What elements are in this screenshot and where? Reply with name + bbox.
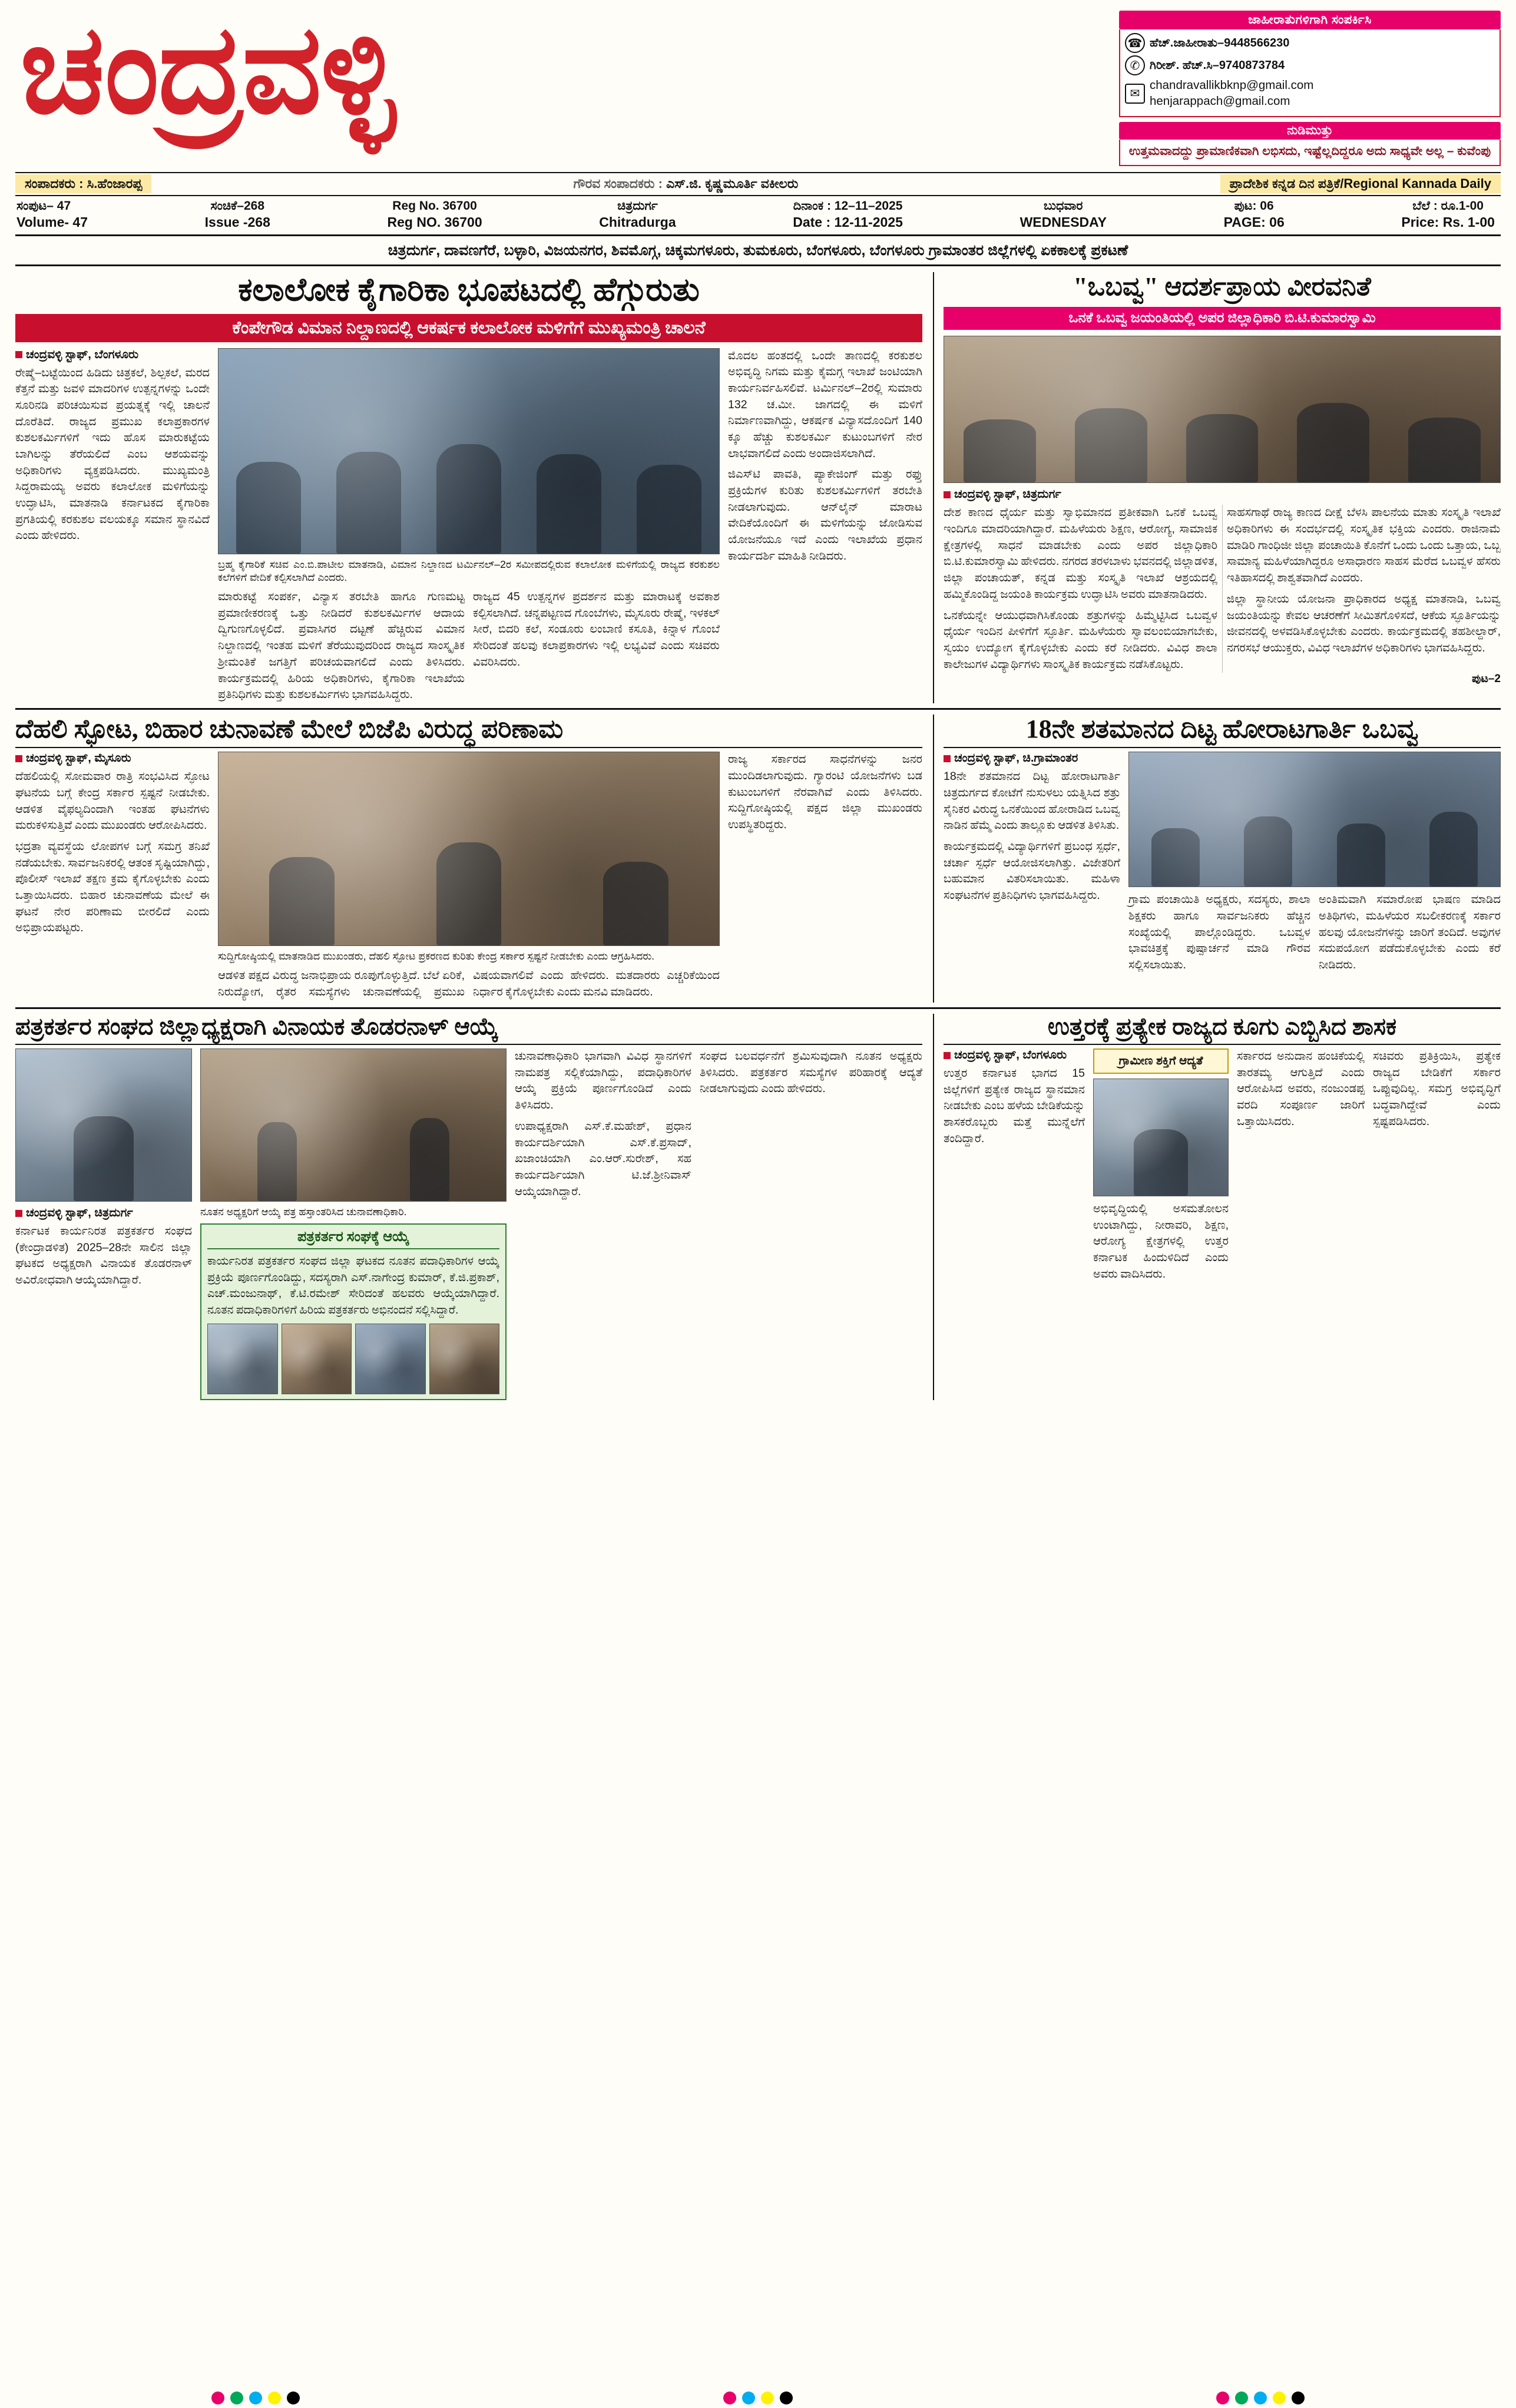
delhi-col-2 — [218, 752, 720, 1003]
press-mini-photos — [207, 1324, 499, 1394]
mail-icon: ✉ — [1125, 84, 1145, 104]
press-green-box-title: ಪತ್ರಕರ್ತರ ಸಂಘಕ್ಕೆ ಆಯ್ಕೆ — [207, 1229, 499, 1249]
bottom-section — [15, 1014, 1501, 1400]
lead-col-1 — [15, 348, 210, 703]
press-mini-photo-4 — [429, 1324, 500, 1394]
daily-type: ಪ್ರಾದೇಶಿಕ ಕನ್ನಡ ದಿನ ಪತ್ರಿಕೆ/Regional Kannada Daily — [1220, 174, 1501, 193]
lead-photo-caption: ಬ್ರಹ್ಮ ಕೈಗಾರಿಕೆ ಸಚಿವ ಎಂ.ಬಿ.ಪಾಟೀಲ ಮಾತನಾಡಿ, ವಿಮಾನ ನಿಲ್ದಾಣದ ಟರ್ಮಿನಲ್–2ರ ಸಮೀಪದಲ್ಲಿರುವ ಕಲಾಲೋಕ ಮಳಿಗೆಯಲ್ಲಿ ರಾಜ್ಯದ ಕರಕುಶಲ ಕಲೆಗಳಿಗೆ ವೇದಿಕೆ ಕಲ್ಪಿಸಲಾಗಿದೆ ಎಂದರು. — [218, 558, 720, 584]
contact-box — [1119, 11, 1501, 166]
18th-photo — [1128, 752, 1501, 887]
lead-col-1-text: ರೇಷ್ಮೆ–ಬಟ್ಟೆಯಿಂದ ಹಿಡಿದು ಚಿತ್ರಕಲೆ, ಶಿಲ್ಪಕಲೆ, ಮರದ ಕೆತ್ತನೆ ಮತ್ತು ಜವಳಿ ಮಾದರಿಗಳ ಉತ್ಪನ್ನಗಳನ್ನು ಒಂದೇ ಸೂರಿನಡಿ ಪರಿಚಯಿಸುವ ಪ್ರಯತ್ನಕ್ಕೆ ಇಲ್ಲಿ ಚಾಲನೆ ದೊರೆತಿದೆ. ರಾಜ್ಯದ ಪ್ರಮುಖ ಕಲಾಪ್ರಕಾರಗಳ ಕುಶಲಕರ್ಮಿಗಳಿಗೆ ಇದು ಹೊಸ ಮಾರುಕಟ್ಟೆಯ ಬಾಗಿಲನ್ನು ತೆರೆಯಲಿದೆ ಎಂಬ ಆಶಯವನ್ನು ಅಧಿಕಾರಿಗಳು ವ್ಯಕ್ತಪಡಿಸಿದರು. ಮುಖ್ಯಮಂತ್ರಿ ಸಿದ್ದರಾಮಯ್ಯ ಅವರು ಕಲಾಲೋಕ ಮಳಿಗೆಯನ್ನು ಉದ್ಘಾಟಿಸಿ, ಮಾತನಾಡಿ ಕರ್ನಾಟಕದ ಕೈಗಾರಿಕಾ ಪ್ರಗತಿಯಲ್ಲಿ ಕರಕುಶಲ ವಲಯಕ್ಕೂ ಸಮಾನ ಸ್ಥಾನವಿದೆ ಎಂದು ಹೇಳಿದರು. — [15, 366, 210, 543]
press-byline: ಚಂದ್ರವಳ್ಳಿ ಸ್ಟಾಫ್, ಚಿತ್ರದುರ್ಗ — [15, 1206, 192, 1220]
delhi-photo-caption: ಸುದ್ದಿಗೋಷ್ಠಿಯಲ್ಲಿ ಮಾತನಾಡಿದ ಮುಖಂಡರು, ದೆಹಲಿ ಸ್ಫೋಟ ಪ್ರಕರಣದ ಕುರಿತು ಕೇಂದ್ರ ಸರ್ಕಾರ ಸ್ಪಷ್ಟನೆ ನೀಡಬೇಕು ಎಂದು ಆಗ್ರಹಿಸಿದರು. — [218, 950, 655, 962]
top-section — [15, 266, 1501, 703]
18th-byline: ಚಂದ್ರವಳ್ಳಿ ಸ್ಟಾಫ್, ಚಿ.ಗ್ರಾಮಾಂತರ — [944, 752, 1120, 765]
north-headline: ಉತ್ತರಕ್ಕೆ ಪ್ರತ್ಯೇಕ ರಾಜ್ಯದ ಕೂಗು ಎಬ್ಬಿಸಿದ ಶಾಸಕ — [1047, 1013, 1397, 1040]
north-story — [933, 1014, 1501, 1400]
obavva-byline: ಚಂದ್ರವಳ್ಳಿ ಸ್ಟಾಫ್, ಚಿತ್ರದುರ್ಗ — [944, 488, 1501, 501]
obavva-subheadline: ಒನಕೆ ಒಬವ್ವ ಜಯಂತಿಯಲ್ಲಿ ಅಪರ ಜಿಲ್ಲಾಧಿಕಾರಿ ಬಿ.ಟಿ.ಕುಮಾರಸ್ವಾಮಿ — [944, 307, 1501, 330]
contact-row-whatsapp — [1125, 33, 1495, 53]
18th-col-1-text: 18ನೇ ಶತಮಾನದ ದಿಟ್ಟ ಹೋರಾಟಗಾರ್ತಿ ಚಿತ್ರದುರ್ಗದ ಕೋಟೆಗೆ ನುಸುಳಲು ಯತ್ನಿಸಿದ ಶತ್ರು ಸೈನಿಕರ ವಿರುದ್ಧ ಒನಕೆಯಿಂದ ಹೋರಾಡಿದ ಒಬವ್ವ ನಾಡಿನ ಹೆಮ್ಮೆ ಎಂದು ತಾಲ್ಲೂಕು ಆಡಳಿತ ತಿಳಿಸಿತು. ಕಾರ್ಯಕ್ರಮದಲ್ಲಿ ವಿದ್ಯಾರ್ಥಿಗಳಿಗೆ ಪ್ರಬಂಧ ಸ್ಪರ್ಧೆ, ಚರ್ಚಾ ಸ್ಪರ್ಧೆ ಆಯೋಜಿಸಲಾಗಿತ್ತು. ವಿಜೇತರಿಗೆ ಬಹುಮಾನ ವಿತರಿಸಲಾಯಿತು. ಮಹಿಳಾ ಸಂಘಟನೆಗಳ ಪ್ರತಿನಿಧಿಗಳು ಭಾಗವಹಿಸಿದ್ದರು. — [944, 770, 1120, 902]
north-col-1 — [944, 1048, 1085, 1287]
contact-rows — [1119, 29, 1501, 117]
divider-2 — [15, 1007, 1501, 1009]
delhi-col-3-text: ರಾಜ್ಯ ಸರ್ಕಾರದ ಸಾಧನೆಗಳನ್ನು ಜನರ ಮುಂದಿಡಲಾಗುವುದು. ಗ್ಯಾರಂಟಿ ಯೋಜನೆಗಳು ಬಡ ಕುಟುಂಬಗಳಿಗೆ ನೆರವಾಗಿವೆ ಎಂದು ತಿಳಿಸಿದರು. ಸುದ್ದಿಗೋಷ್ಠಿಯಲ್ಲಿ ಪಕ್ಷದ ಜಿಲ್ಲಾ ಮುಖಂಡರು ಉಪಸ್ಥಿತರಿದ್ದರು. — [728, 753, 922, 831]
north-col-2 — [1093, 1048, 1229, 1287]
press-headline: ಪತ್ರಕರ್ತರ ಸಂಘದ ಜಿಲ್ಲಾಧ್ಯಕ್ಷರಾಗಿ ವಿನಾಯಕ ತೊಡರನಾಳ್ ಆಯ್ಕೆ — [15, 1013, 498, 1040]
dot-group-3 — [1216, 2392, 1305, 2404]
18th-headline: 18ನೇ ಶತಮಾನದ ದಿಟ್ಟ ಹೋರಾಟಗಾರ್ತಿ ಒಬವ್ವ — [1025, 714, 1419, 743]
delhi-story — [15, 715, 922, 1003]
delhi-photo — [218, 752, 720, 946]
delhi-columns — [15, 752, 922, 1003]
contact-row-phone — [1125, 55, 1495, 75]
contact-whatsapp-text: ಹೆಚ್.ಜಾಹೀರಾತು–9448566230 — [1150, 36, 1290, 49]
info-day: ಬುಧವಾರ WEDNESDAY — [1020, 199, 1107, 230]
divider-press — [15, 1044, 922, 1045]
delhi-photo-figures — [219, 826, 719, 945]
north-byline: ಚಂದ್ರವಳ್ಳಿ ಸ್ಟಾಫ್, ಬೆಂಗಳೂರು — [944, 1048, 1085, 1062]
color-registration-marks — [0, 2392, 1516, 2404]
north-portrait-figure — [1094, 1123, 1228, 1196]
north-col-3-text: ಸರ್ಕಾರದ ಅನುದಾನ ಹಂಚಿಕೆಯಲ್ಲಿ ತಾರತಮ್ಯ ಆಗುತ್ತಿದೆ ಎಂದು ಆರೋಪಿಸಿದ ಅವರು, ನಂಜುಂಡಪ್ಪ ವರದಿ ಸಂಪೂರ್ಣ ಜಾರಿಗೆ ಒತ್ತಾಯಿಸಿದರು. ಸಚಿವರು ಪ್ರತಿಕ್ರಿಯಿಸಿ, ಪ್ರತ್ಯೇಕ ರಾಜ್ಯದ ಬೇಡಿಕೆಗೆ ಸರ್ಕಾರ ಒಪ್ಪುವುದಿಲ್ಲ. ಸಮಗ್ರ ಅಭಿವೃದ್ಧಿಗೆ ಬದ್ಧವಾಗಿದ್ದೇವೆ ಎಂದು ಸ್ಪಷ್ಟಪಡಿಸಿದರು. — [1237, 1050, 1501, 1128]
bullet-icon — [15, 351, 22, 358]
editor-name: ಸಂಪಾದಕರು : ಸಿ.ಹೆಂಜಾರಪ್ಪ — [15, 174, 151, 193]
press-col-3-text: ಚುನಾವಣಾಧಿಕಾರಿ ಭಾಗವಾಗಿ ವಿವಿಧ ಸ್ಥಾನಗಳಿಗೆ ನಾಮಪತ್ರ ಸಲ್ಲಿಕೆಯಾಗಿದ್ದು, ಪದಾಧಿಕಾರಿಗಳ ಆಯ್ಕೆ ಪ್ರಕ್ರಿಯೆ ಪೂರ್ಣಗೊಂಡಿದೆ ಎಂದು ತಿಳಿಸಿದರು. ಉಪಾಧ್ಯಕ್ಷರಾಗಿ ಎಸ್.ಕೆ.ಮಹೇಶ್, ಪ್ರಧಾನ ಕಾರ್ಯದರ್ಶಿಯಾಗಿ ಎಸ್.ಕೆ.ಪ್ರಸಾದ್, ಖಜಾಂಚಿಯಾಗಿ ಎಂ.ಆರ್.ಸುರೇಶ್, ಸಹ ಕಾರ್ಯದರ್ಶಿಯಾಗಿ ಟಿ.ಜೆ.ಶ್ರೀನಿವಾಸ್ ಆಯ್ಕೆಯಾಗಿದ್ದಾರೆ. — [515, 1050, 691, 1198]
lead-photo — [218, 348, 720, 554]
middle-section — [15, 715, 1501, 1003]
dot-group-1 — [211, 2392, 300, 2404]
motto-title: ನುಡಿಮುತ್ತು — [1119, 122, 1501, 140]
editor-strip — [15, 172, 1501, 196]
press-photo-caption: ನೂತನ ಅಧ್ಯಕ್ಷರಿಗೆ ಆಯ್ಕೆ ಪತ್ರ ಹಸ್ತಾಂತರಿಸಿದ ಚುನಾವಣಾಧಿಕಾರಿ. — [200, 1206, 407, 1218]
divider-north — [944, 1044, 1501, 1045]
honorary-editor: ಗೌರವ ಸಂಪಾದಕರು : ಎಸ್.ಜಿ. ಕೃಷ್ಣಮೂರ್ತಿ ವಕೀಲರು — [573, 176, 799, 191]
bullet-icon — [944, 491, 951, 498]
press-portrait-figure — [16, 1107, 191, 1201]
bullet-icon — [15, 755, 22, 762]
newspaper-logo: ಚಂದ್ರವಳ್ಳಿ — [20, 2, 395, 139]
phone-icon: ✆ — [1125, 55, 1145, 75]
info-volume: ಸಂಪುಟ– 47 Volume- 47 — [16, 199, 88, 230]
press-col-4 — [700, 1048, 922, 1400]
whatsapp-icon: ☎ — [1125, 33, 1145, 53]
press-col-1 — [15, 1048, 192, 1400]
contact-row-email — [1125, 78, 1495, 109]
masthead-logo-wrap — [15, 2, 1111, 139]
north-col-3 — [1237, 1048, 1501, 1287]
bullet-icon — [944, 755, 951, 762]
18th-story — [933, 715, 1501, 1003]
press-col-3 — [515, 1048, 691, 1400]
info-issue: ಸಂಚಿಕೆ–268 Issue -268 — [204, 199, 270, 230]
bullet-icon — [944, 1052, 951, 1059]
north-col-1-text: ಉತ್ತರ ಕರ್ನಾಟಕ ಭಾಗದ 15 ಜಿಲ್ಲೆಗಳಿಗೆ ಪ್ರತ್ಯೇಕ ರಾಜ್ಯದ ಸ್ಥಾನಮಾನ ನೀಡಬೇಕು ಎಂಬ ಹಳೆಯ ಬೇಡಿಕೆಯನ್ನು ಶಾಸಕರೊಬ್ಬರು ಮತ್ತೆ ಮುನ್ನೆಲೆಗೆ ತಂದಿದ್ದಾರೆ. — [944, 1067, 1085, 1145]
obavva-continue-note: ಪುಟ–2 — [1471, 673, 1501, 686]
delhi-byline: ಚಂದ್ರವಳ್ಳಿ ಸ್ಟಾಫ್, ಮೈಸೂರು — [15, 752, 210, 765]
obavva-text: ದೇಶ ಕಾಣದ ಧೈರ್ಯ ಮತ್ತು ಸ್ವಾಭಿಮಾನದ ಪ್ರತೀಕವಾಗಿ ಒನಕೆ ಒಬವ್ವ ಇಂದಿಗೂ ಮಾದರಿಯಾಗಿದ್ದಾರೆ. ಮಹಿಳೆಯರು ಶಿಕ್ಷಣ, ಆರೋಗ್ಯ, ಸಾಮಾಜಿಕ ಕ್ಷೇತ್ರಗಳಲ್ಲಿ ಸಾಧನೆ ಮಾಡಬೇಕು ಎಂದು ಅಪರ ಜಿಲ್ಲಾಧಿಕಾರಿ ಬಿ.ಟಿ.ಕುಮಾರಸ್ವಾಮಿ ಹೇಳಿದರು. ನಗರದ ತರಳಬಾಳು ಭವನದಲ್ಲಿ ಜಿಲ್ಲಾಡಳಿತ, ಜಿಲ್ಲಾ ಪಂಚಾಯತ್, ಕನ್ನಡ ಮತ್ತು ಸಂಸ್ಕೃತಿ ಇಲಾಖೆ ಆಶ್ರಯದಲ್ಲಿ ಹಮ್ಮಿಕೊಂಡಿದ್ದ ಜಯಂತಿ ಕಾರ್ಯಕ್ರಮ ಉದ್ಘಾಟಿಸಿ ಅವರು ಮಾತನಾಡಿದರು. ಒನಕೆಯನ್ನೇ ಆಯುಧವಾಗಿಸಿಕೊಂಡು ಶತ್ರುಗಳನ್ನು ಹಿಮ್ಮೆಟ್ಟಿಸಿದ ಒಬವ್ವಳ ಧೈರ್ಯ ಇಂದಿನ ಪೀಳಿಗೆಗೆ ಸ್ಫೂರ್ತಿ. ಮಹಿಳೆಯರು ಸ್ವಾವಲಂಬಿಯಾಗಬೇಕು, ಸ್ವಯಂ ಉದ್ಯೋಗ ಕೈಗೊಳ್ಳಬೇಕು ಎಂದು ಕರೆ ನೀಡಿದರು. ವಿವಿಧ ಶಾಲಾ ಕಾಲೇಜುಗಳ ವಿದ್ಯಾರ್ಥಿಗಳು ಸಾಂಸ್ಕೃತಿಕ ಕಾರ್ಯಕ್ರಮ ನಡೆಸಿಕೊಟ್ಟರು. ಸಾಹಸಗಾಥೆ ರಾಜ್ಯ ಕಾಣದ ದೀಕ್ಷೆ ಬೆಳಸಿ ಪಾಲನೆಯ ಮಾತು ಸಂಸ್ಕೃತಿ ಇಲಾಖೆ ಅಧಿಕಾರಿಗಳು ಈ ಸಂದರ್ಭದಲ್ಲಿ ಸಂಸ್ಕೃತಿಕ ಭಕ್ತಿಯ ಎಂದರು. ರಾಜಿನಾಮೆ ಮಾಡಿರಿ ಗಾಂಧಿಜೀ ಜಿಲ್ಲಾ ಪಂಚಾಯಿತಿ ಕೊನೆಗೆ ಒಂದು ಒಂದು ಒತ್ತಾಯ, ಒಬ್ಬ ಸಾಮಾನ್ಯ ಮಹಿಳೆಯಾಗಿದ್ದರೂ ಅಸಾಧಾರಣ ಸಾಹಸ ಮೆರೆದ ಒಬವ್ವಳ ಹೆಸರು ಇತಿಹಾಸದಲ್ಲಿ ಶಾಶ್ವತವಾಗಿದೆ ಎಂದರು. ಜಿಲ್ಲಾ ಸ್ಥಾನೀಯ ಯೋಜನಾ ಪ್ರಾಧಿಕಾರದ ಅಧ್ಯಕ್ಷ ಮಾತನಾಡಿ, ಒಬವ್ವ ಜಯಂತಿಯನ್ನು ಕೇವಲ ಆಚರಣೆಗೆ ಸೀಮಿತಗೊಳಿಸದೆ, ಆಕೆಯ ಸ್ಫೂರ್ತಿಯನ್ನು ಜೀವನದಲ್ಲಿ ಅಳವಡಿಸಿಕೊಳ್ಳಬೇಕು ಎಂದರು. ಕಾರ್ಯಕ್ರಮದಲ್ಲಿ ತಹಶೀಲ್ದಾರ್, ನಗರಸಭೆ ಆಯುಕ್ತರು, ವಿವಿಧ ಇಲಾಖೆಗಳ ಅಧಿಕಾರಿಗಳು ಭಾಗವಹಿಸಿದ್ದರು. — [944, 506, 1501, 671]
obavva-story — [933, 272, 1501, 703]
divider-1 — [15, 708, 1501, 710]
lead-columns — [15, 348, 922, 703]
press-col-4-text: ಸಂಘದ ಬಲವರ್ಧನೆಗೆ ಶ್ರಮಿಸುವುದಾಗಿ ನೂತನ ಅಧ್ಯಕ್ಷರು ತಿಳಿಸಿದರು. ಪತ್ರಕರ್ತರ ಸಮಸ್ಯೆಗಳ ಪರಿಹಾರಕ್ಕೆ ಆದ್ಯತೆ ನೀಡಲಾಗುವುದು ಎಂದು ಹೇಳಿದರು. — [700, 1050, 922, 1096]
press-mini-photo-1 — [207, 1324, 278, 1394]
masthead — [15, 2, 1501, 168]
press-col-2 — [200, 1048, 507, 1400]
delhi-col-1 — [15, 752, 210, 1003]
press-col-1-text: ಕರ್ನಾಟಕ ಕಾರ್ಯನಿರತ ಪತ್ರಕರ್ತರ ಸಂಘದ (ಕೇಂದ್ರಾಡಳಿತ) 2025–28ನೇ ಸಾಲಿನ ಜಿಲ್ಲಾ ಘಟಕದ ಅಧ್ಯಕ್ಷರಾಗಿ ವಿನಾಯಕ ತೊಡರನಾಳ್ ಅವಿರೋಧವಾಗಿ ಆಯ್ಕೆಯಾಗಿದ್ದಾರೆ. — [15, 1225, 192, 1287]
north-portrait-photo — [1093, 1079, 1229, 1196]
delhi-col-3 — [728, 752, 922, 1003]
motto-text: ಉತ್ತಮವಾದದ್ದು ಪ್ರಾಮಾಣಿಕವಾಗಿ ಲಭಿಸದು, ಇಷ್ಟೆಲ್ಲದಿದ್ದರೂ ಅದು ಸಾಧ್ಯವೇ ಅಲ್ಲ – ಕುವೆಂಪು — [1119, 140, 1501, 166]
delhi-col-1-text: ದೆಹಲಿಯಲ್ಲಿ ಸೋಮವಾರ ರಾತ್ರಿ ಸಂಭವಿಸಿದ ಸ್ಫೋಟ ಘಟನೆಯ ಬಗ್ಗೆ ಕೇಂದ್ರ ಸರ್ಕಾರ ಸ್ಪಷ್ಟನೆ ನೀಡಬೇಕು. ಆಡಳಿತ ವೈಫಲ್ಯದಿಂದಾಗಿ ಇಂತಹ ಘಟನೆಗಳು ಮರುಕಳಿಸುತ್ತಿವೆ ಎಂದು ಮುಖಂಡರು ಆರೋಪಿಸಿದರು. ಭದ್ರತಾ ವ್ಯವಸ್ಥೆಯ ಲೋಪಗಳ ಬಗ್ಗೆ ಸಮಗ್ರ ತನಿಖೆ ನಡೆಯಬೇಕು. ಸಾರ್ವಜನಿಕರಲ್ಲಿ ಆತಂಕ ಸೃಷ್ಟಿಯಾಗಿದ್ದು, ಪೊಲೀಸ್ ಇಲಾಖೆ ತಕ್ಷಣ ಕ್ರಮ ಕೈಗೊಳ್ಳಬೇಕು ಎಂದು ಒತ್ತಾಯಿಸಿದರು. ಬಿಹಾರ ಚುನಾವಣೆಯ ಮೇಲೆ ಈ ಘಟನೆ ನೇರ ಪರಿಣಾಮ ಬೀರಲಿದೆ ಎಂದು ಅಭಿಪ್ರಾಯಪಟ್ಟರು. — [15, 770, 210, 935]
coverage-line: ಚಿತ್ರದುರ್ಗ, ದಾವಣಗೆರೆ, ಬಳ್ಳಾರಿ, ವಿಜಯನಗರ, ಶಿವಮೊಗ್ಗ, ಚಿಕ್ಕಮಗಳೂರು, ತುಮಕೂರು, ಬೆಂಗಳೂರು, ಬೆಂಗಳೂರು ಗ್ರಾಮಾಂತರ ಜಿಲ್ಲೆಗಳಲ್ಲಿ ಏಕಕಾಲಕ್ಕೆ ಪ್ರಕಟಣೆ — [15, 236, 1501, 267]
press-green-box — [200, 1223, 507, 1400]
press-story — [15, 1014, 922, 1400]
dot-group-2 — [723, 2392, 793, 2404]
press-green-box-text: ಕಾರ್ಯನಿರತ ಪತ್ರಕರ್ತರ ಸಂಘದ ಜಿಲ್ಲಾ ಘಟಕದ ನೂತನ ಪದಾಧಿಕಾರಿಗಳ ಆಯ್ಕೆ ಪ್ರಕ್ರಿಯೆ ಪೂರ್ಣಗೊಂಡಿದ್ದು, ಸದಸ್ಯರಾಗಿ ಎಸ್.ನಾಗೇಂದ್ರ ಕುಮಾರ್, ಕೆ.ಜಿ.ಪ್ರಕಾಶ್, ಎಚ್.ಮಂಜುನಾಥ್, ಕೆ.ಟಿ.ರಮೇಶ್ ಸೇರಿದಂತೆ ಹಲವರು ಆಯ್ಕೆಯಾಗಿದ್ದಾರೆ. ನೂತನ ಪದಾಧಿಕಾರಿಗಳಿಗೆ ಹಿರಿಯ ಪತ್ರಕರ್ತರು ಅಭಿನಂದನೆ ಸಲ್ಲಿಸಿದ್ದಾರೆ. — [207, 1254, 499, 1317]
info-reg-no: Reg No. 36700 Reg NO. 36700 — [387, 199, 482, 230]
contact-phone-text: ಗಿರೀಶ್. ಹೆಚ್.ಸಿ–9740873784 — [1150, 58, 1285, 72]
lead-byline: ಚಂದ್ರವಳ್ಳಿ ಸ್ಟಾಫ್, ಬೆಂಗಳೂರು — [15, 348, 210, 362]
press-handover-figures — [201, 1107, 506, 1201]
press-columns — [15, 1048, 922, 1400]
divider-18th — [944, 747, 1501, 748]
lead-col-2-text: ಮಾರುಕಟ್ಟೆ ಸಂಪರ್ಕ, ವಿನ್ಯಾಸ ತರಬೇತಿ ಹಾಗೂ ಗುಣಮಟ್ಟ ಪ್ರಮಾಣೀಕರಣಕ್ಕೆ ಒತ್ತು ನೀಡಿದರೆ ಕುಶಲಕರ್ಮಿಗಳ ಆದಾಯ ದ್ವಿಗುಣಗೊಳ್ಳಲಿದೆ. ಪ್ರವಾಸಿಗರ ದಟ್ಟಣೆ ಹೆಚ್ಚಿರುವ ವಿಮಾನ ನಿಲ್ದಾಣದಲ್ಲಿ ಇಂತಹ ಮಳಿಗೆ ತೆರೆಯುವುದರಿಂದ ರಾಜ್ಯದ ಸಾಂಸ್ಕೃತಿಕ ಶ್ರೀಮಂತಿಕೆ ಜಗತ್ತಿಗೆ ಪರಿಚಯವಾಗಲಿದೆ ಎಂದು ತಿಳಿಸಿದರು. ಕಾರ್ಯಕ್ರಮದಲ್ಲಿ ಹಿರಿಯ ಅಧಿಕಾರಿಗಳು, ಕೈಗಾರಿಕಾ ಇಲಾಖೆಯ ಪ್ರತಿನಿಧಿಗಳು ಮತ್ತು ಕುಶಲಕರ್ಮಿಗಳು ಭಾಗವಹಿಸಿದ್ದರು. ರಾಜ್ಯದ 45 ಉತ್ಪನ್ನಗಳ ಪ್ರದರ್ಶನ ಮತ್ತು ಮಾರಾಟಕ್ಕೆ ಅವಕಾಶ ಕಲ್ಪಿಸಲಾಗಿದೆ. ಚನ್ನಪಟ್ಟಣದ ಗೊಂಬೆಗಳು, ಮೈಸೂರು ರೇಷ್ಮೆ, ಇಳಕಲ್ ಸೀರೆ, ಬಿದರಿ ಕಲೆ, ಸಂಡೂರು ಲಂಬಾಣಿ ಕಸೂತಿ, ಕಿನ್ನಾಳ ಗೊಂಬೆ ಸೇರಿದಂತೆ ಹಲವು ಕಲಾಪ್ರಕಾರಗಳು ಇಲ್ಲಿ ಲಭ್ಯವಿವೆ ಎಂದು ಸಚಿವರು ವಿವರಿಸಿದರು. — [218, 590, 720, 702]
lead-subheadline: ಕೆಂಪೇಗೌಡ ವಿಮಾನ ನಿಲ್ದಾಣದಲ್ಲಿ ಆಕರ್ಷಕ ಕಲಾಲೋಕ ಮಳಿಗೆಗೆ ಮುಖ್ಯಮಂತ್ರಿ ಚಾಲನೆ — [15, 314, 922, 342]
delhi-headline: ದೆಹಲಿ ಸ್ಫೋಟ, ಬಿಹಾರ ಚುನಾವಣೆ ಮೇಲೆ ಬಿಜೆಪಿ ವಿರುದ್ಧ ಪರಿಣಾಮ — [15, 714, 564, 743]
lead-photo-figures — [219, 426, 719, 554]
press-handover-photo — [200, 1048, 507, 1202]
18th-photo-figures — [1129, 803, 1500, 887]
press-mini-photo-2 — [282, 1324, 352, 1394]
info-page: ಪುಟ: 06 PAGE: 06 — [1223, 199, 1285, 230]
lead-col-3-text: ಮೊದಲ ಹಂತದಲ್ಲಿ ಒಂದೇ ತಾಣದಲ್ಲಿ ಕರಕುಶಲ ಅಭಿವೃದ್ಧಿ ನಿಗಮ ಮತ್ತು ಕೈಮಗ್ಗ ಇಲಾಖೆ ಜಂಟಿಯಾಗಿ ಕಾರ್ಯನಿರ್ವಹಿಸಲಿವೆ. ಟರ್ಮಿನಲ್–2ರಲ್ಲಿ ಸುಮಾರು 132 ಚ.ಮೀ. ಜಾಗದಲ್ಲಿ ಈ ಮಳಿಗೆ ನಿರ್ಮಾಣವಾಗಿದ್ದು, ಆಕರ್ಷಕ ವಿನ್ಯಾಸದೊಂದಿಗೆ 140 ಕ್ಕೂ ಹೆಚ್ಚು ಕುಶಲಕರ್ಮಿ ಕುಟುಂಬಗಳಿಗೆ ನೇರ ಲಾಭವಾಗಲಿದೆ ಎಂದು ಅಂದಾಜಿಸಲಾಗಿದೆ. ಜಿಎಸ್‌ಟಿ ಪಾವತಿ, ಪ್ಯಾಕೇಜಿಂಗ್ ಮತ್ತು ರಫ್ತು ಪ್ರಕ್ರಿಯೆಗಳ ಕುರಿತು ಕುಶಲಕರ್ಮಿಗಳಿಗೆ ತರಬೇತಿ ನೀಡಲಾಗುವುದು. ಆನ್‌ಲೈನ್ ಮಾರಾಟ ವೇದಿಕೆಯೊಂದಿಗೆ ಈ ಮಳಿಗೆಯನ್ನು ಜೋಡಿಸುವ ಯೋಜನೆಯೂ ಇದೆ ಎಂದು ಇಲಾಖೆಯ ಪ್ರಧಾನ ಕಾರ್ಯದರ್ಶಿ ಮಾಹಿತಿ ನೀಡಿದರು. — [728, 349, 922, 563]
info-place: ಚಿತ್ರದುರ್ಗ Chitradurga — [599, 199, 676, 230]
contact-title: ಜಾಹೀರಾತುಗಳಿಗಾಗಿ ಸಂಪರ್ಕಿಸಿ — [1119, 11, 1501, 29]
18th-col-1 — [944, 752, 1120, 978]
press-mini-photo-3 — [355, 1324, 426, 1394]
info-price: ಬೆಲೆ : ರೂ.1-00 Price: Rs. 1-00 — [1401, 199, 1495, 230]
lead-story — [15, 272, 922, 703]
info-date: ದಿನಾಂಕ : 12–11–2025 Date : 12-11-2025 — [793, 199, 903, 230]
info-bar — [15, 196, 1501, 236]
north-col-2-text: ಅಭಿವೃದ್ಧಿಯಲ್ಲಿ ಅಸಮತೋಲನ ಉಂಟಾಗಿದ್ದು, ನೀರಾವರಿ, ಶಿಕ್ಷಣ, ಆರೋಗ್ಯ ಕ್ಷೇತ್ರಗಳಲ್ಲಿ ಉತ್ತರ ಕರ್ನಾಟಕ ಹಿಂದುಳಿದಿದೆ ಎಂದು ಅವರು ವಾದಿಸಿದರು. — [1093, 1202, 1229, 1281]
obavva-photo-figures — [944, 392, 1500, 483]
bullet-icon — [15, 1210, 22, 1217]
contact-emails: chandravallikbknp@gmail.com henjarappach@gmail.com — [1150, 78, 1314, 108]
lead-headline: ಕಲಾಲೋಕ ಕೈಗಾರಿಕಾ ಭೂಪಟದಲ್ಲಿ ಹೆಗ್ಗುರುತು — [238, 272, 700, 308]
18th-col-2 — [1128, 752, 1501, 978]
north-body — [944, 1048, 1501, 1287]
18th-col-2-text: ಗ್ರಾಮ ಪಂಚಾಯಿತಿ ಅಧ್ಯಕ್ಷರು, ಸದಸ್ಯರು, ಶಾಲಾ ಶಿಕ್ಷಕರು ಹಾಗೂ ಸಾರ್ವಜನಿಕರು ಹೆಚ್ಚಿನ ಸಂಖ್ಯೆಯಲ್ಲಿ ಪಾಲ್ಗೊಂಡಿದ್ದರು. ಒಬವ್ವಳ ಭಾವಚಿತ್ರಕ್ಕೆ ಪುಷ್ಪಾರ್ಚನೆ ಮಾಡಿ ಗೌರವ ಸಲ್ಲಿಸಲಾಯಿತು. ಅಂತಿಮವಾಗಿ ಸಮಾರೋಪ ಭಾಷಣ ಮಾಡಿದ ಅತಿಥಿಗಳು, ಮಹಿಳೆಯರ ಸಬಲೀಕರಣಕ್ಕೆ ಸರ್ಕಾರ ಹಲವು ಯೋಜನೆಗಳನ್ನು ಜಾರಿಗೆ ತಂದಿದೆ. ಅವುಗಳ ಸದುಪಯೋಗ ಪಡೆದುಕೊಳ್ಳಬೇಕು ಎಂದು ಕರೆ ನೀಡಿದರು. — [1128, 893, 1501, 971]
delhi-col-2-text: ಆಡಳಿತ ಪಕ್ಷದ ವಿರುದ್ಧ ಜನಾಭಿಪ್ರಾಯ ರೂಪುಗೊಳ್ಳುತ್ತಿದೆ. ಬೆಲೆ ಏರಿಕೆ, ನಿರುದ್ಯೋಗ, ರೈತರ ಸಮಸ್ಯೆಗಳು ಚುನಾವಣೆಯಲ್ಲಿ ಪ್ರಮುಖ ವಿಷಯವಾಗಲಿವೆ ಎಂದು ಹೇಳಿದರು. ಮತದಾರರು ಎಚ್ಚರಿಕೆಯಿಂದ ನಿರ್ಧಾರ ಕೈಗೊಳ್ಳಬೇಕು ಎಂದು ಮನವಿ ಮಾಡಿದರು. — [218, 968, 720, 998]
lead-col-2 — [218, 348, 720, 703]
lead-col-3 — [728, 348, 922, 703]
north-pullquote: ಗ್ರಾಮೀಣ ಶಕ್ತಿಗೆ ಆದ್ಯತೆ — [1093, 1048, 1229, 1074]
press-portrait-photo — [15, 1048, 192, 1202]
divider-delhi — [15, 747, 922, 748]
obavva-photo — [944, 336, 1501, 483]
18th-body — [944, 752, 1501, 978]
obavva-headline: "ಒಬವ್ವ" ಆದರ್ಶಪ್ರಾಯ ವೀರವನಿತೆ — [1073, 272, 1371, 302]
